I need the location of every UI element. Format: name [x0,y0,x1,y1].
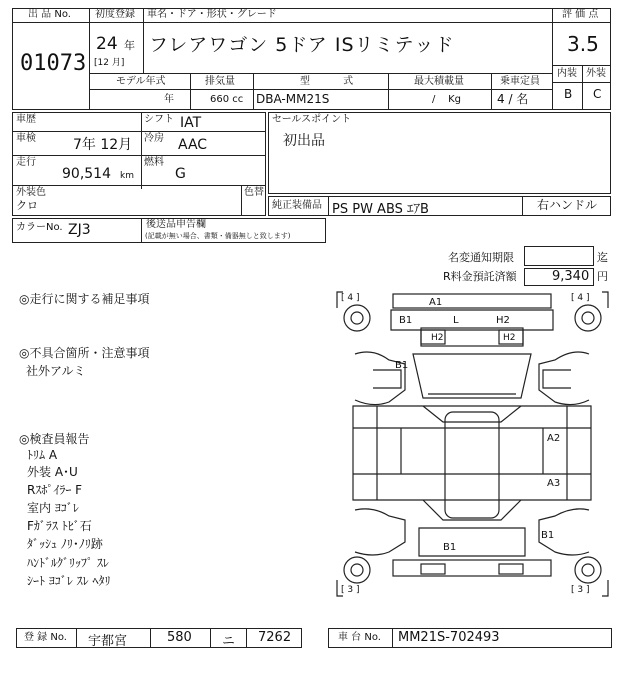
registration-month: [12 月] [94,58,125,68]
inspector-item: 外装 A･U [27,465,78,479]
chassis-label: 車 台 No. [338,632,381,643]
defect-item: 社外アルミ [26,364,86,378]
interior-grade: B [564,87,573,101]
inspection-label: 車検 [16,133,36,144]
sales-point-text: 初出品 [283,133,325,149]
exterior-grade: C [593,87,602,101]
registration-label: 初度登録 [95,9,135,20]
grade-label: 評 価 点 [562,9,599,20]
damage-mark-a3: A3 [547,478,561,489]
fuel-label: 燃料 [144,157,164,168]
corner-br: [ 3 ] [571,585,590,595]
driving-notes-title: ◎走行に関する補足事項 [19,292,150,306]
damage-mark-h2-roof: H2 [496,315,510,326]
details-block [12,112,266,216]
sales-point-label: セールスポイント [272,114,352,125]
handle-value: 右ハンドル [537,198,598,212]
name-change-label: 名変通知期限 [448,251,514,264]
defects-title: ◎不具合箇所・注意事項 [19,346,150,360]
chassis-number: MM21S-702493 [398,630,500,645]
ac-label: 冷房 [144,133,164,144]
interior-label: 内装 [557,68,577,79]
damage-mark-l: L [453,315,459,326]
color-no-label: カラーNo. [16,222,63,233]
inspector-item: Fｶﾞﾗｽ ﾄﾋﾞ石 [27,519,92,533]
exterior-label: 外装 [586,68,606,79]
damage-mark-a1: A1 [429,297,443,308]
mileage-value: 90,514 [62,166,111,182]
inspector-item: Rｽﾎﾟｲﾗｰ F [27,483,83,497]
shift-value: IAT [180,115,202,131]
car-name: フレアワゴン 5ドア ISリミテッド [149,34,455,56]
model-year-unit: 年 [164,94,174,105]
corner-tr: [ 4 ] [571,293,590,303]
type-label: 型 式 [300,76,354,87]
mileage-label: 走行 [16,157,36,168]
displacement-value: 660 cc [210,94,244,105]
lot-number: 01073 [20,51,87,76]
corner-bl: [ 3 ] [341,585,360,595]
name-change-unit: 迄 [597,251,608,264]
grade-value: 3.5 [567,32,599,56]
equipment-label: 純正装備品 [272,200,322,211]
fuel-value: G [175,166,186,182]
car-condition-diagram [333,288,612,600]
color-change-label: 色替 [244,187,264,198]
registration-year-unit: 年 [124,39,135,52]
ac-value: AAC [178,137,208,153]
load-label: 最大積載量 [414,76,464,87]
inspector-item: ﾄﾘﾑ A [27,448,58,462]
damage-mark-h2-right: H2 [503,333,516,343]
load-value: / Kg [432,94,461,105]
lot-label: 出 品 No. [28,9,71,20]
type-value: DBA-MM21S [256,92,330,106]
history-label: 車歴 [16,114,36,125]
displacement-label: 排気量 [205,76,235,87]
name-change-field [524,246,594,266]
model-year-label: モデル年式 [116,76,166,87]
capacity-value: 4 / 名 [497,92,529,106]
recycle-label: R料金預託済額 [443,270,517,283]
damage-mark-b1-front: B1 [395,360,409,371]
capacity-label: 乗車定員 [500,76,540,87]
recycle-unit: 円 [597,270,608,283]
damage-mark-h2-left: H2 [431,333,444,343]
corner-tl: [ 4 ] [341,293,360,303]
car-name-label: 車名・ドア・形状・グレード [147,9,277,20]
damage-mark-a2: A2 [547,433,561,444]
plate-label: 登 録 No. [24,632,67,643]
damage-mark-b1-roof: B1 [399,315,413,326]
registration-year: 24 [96,34,118,54]
plate-number: 7262 [258,630,292,645]
equipment-value: PS PW ABS ｴｱB [332,202,429,217]
shift-label: シフト [144,114,174,125]
inspector-item: ﾀﾞｯｼｭ ﾉﾘ･ﾉﾘ跡 [27,537,103,551]
recycle-value: 9,340 [552,269,590,284]
inspector-title: ◎検査員報告 [19,432,90,446]
color-no-value: ZJ3 [68,222,91,238]
mileage-unit: km [120,171,134,181]
damage-mark-b1-rear: B1 [443,542,457,553]
color-label: 外装色 [16,187,46,198]
inspector-item: 室内 ﾖｺﾞﾚ [27,501,79,515]
inspection-value: 7年 12月 [73,137,133,153]
plate-class: 580 [167,630,192,645]
post-doc-note: (記載が無い場合、書類・備器無しと致します) [145,232,291,240]
inspector-item: ｼｰﾄ ﾖｺﾞﾚ ｽﾚ ﾍﾀﾘ [27,574,111,588]
damage-mark-b1-rear-side: B1 [541,530,555,541]
plate-kana: ニ [222,634,236,649]
plate-region: 宇都宮 [88,634,128,649]
color-value: クロ [16,199,38,212]
post-doc-label: 後送品申告欄 [146,219,206,230]
inspector-item: ﾊﾝﾄﾞﾙｸﾞﾘｯﾌﾟ ｽﾚ [27,556,109,570]
